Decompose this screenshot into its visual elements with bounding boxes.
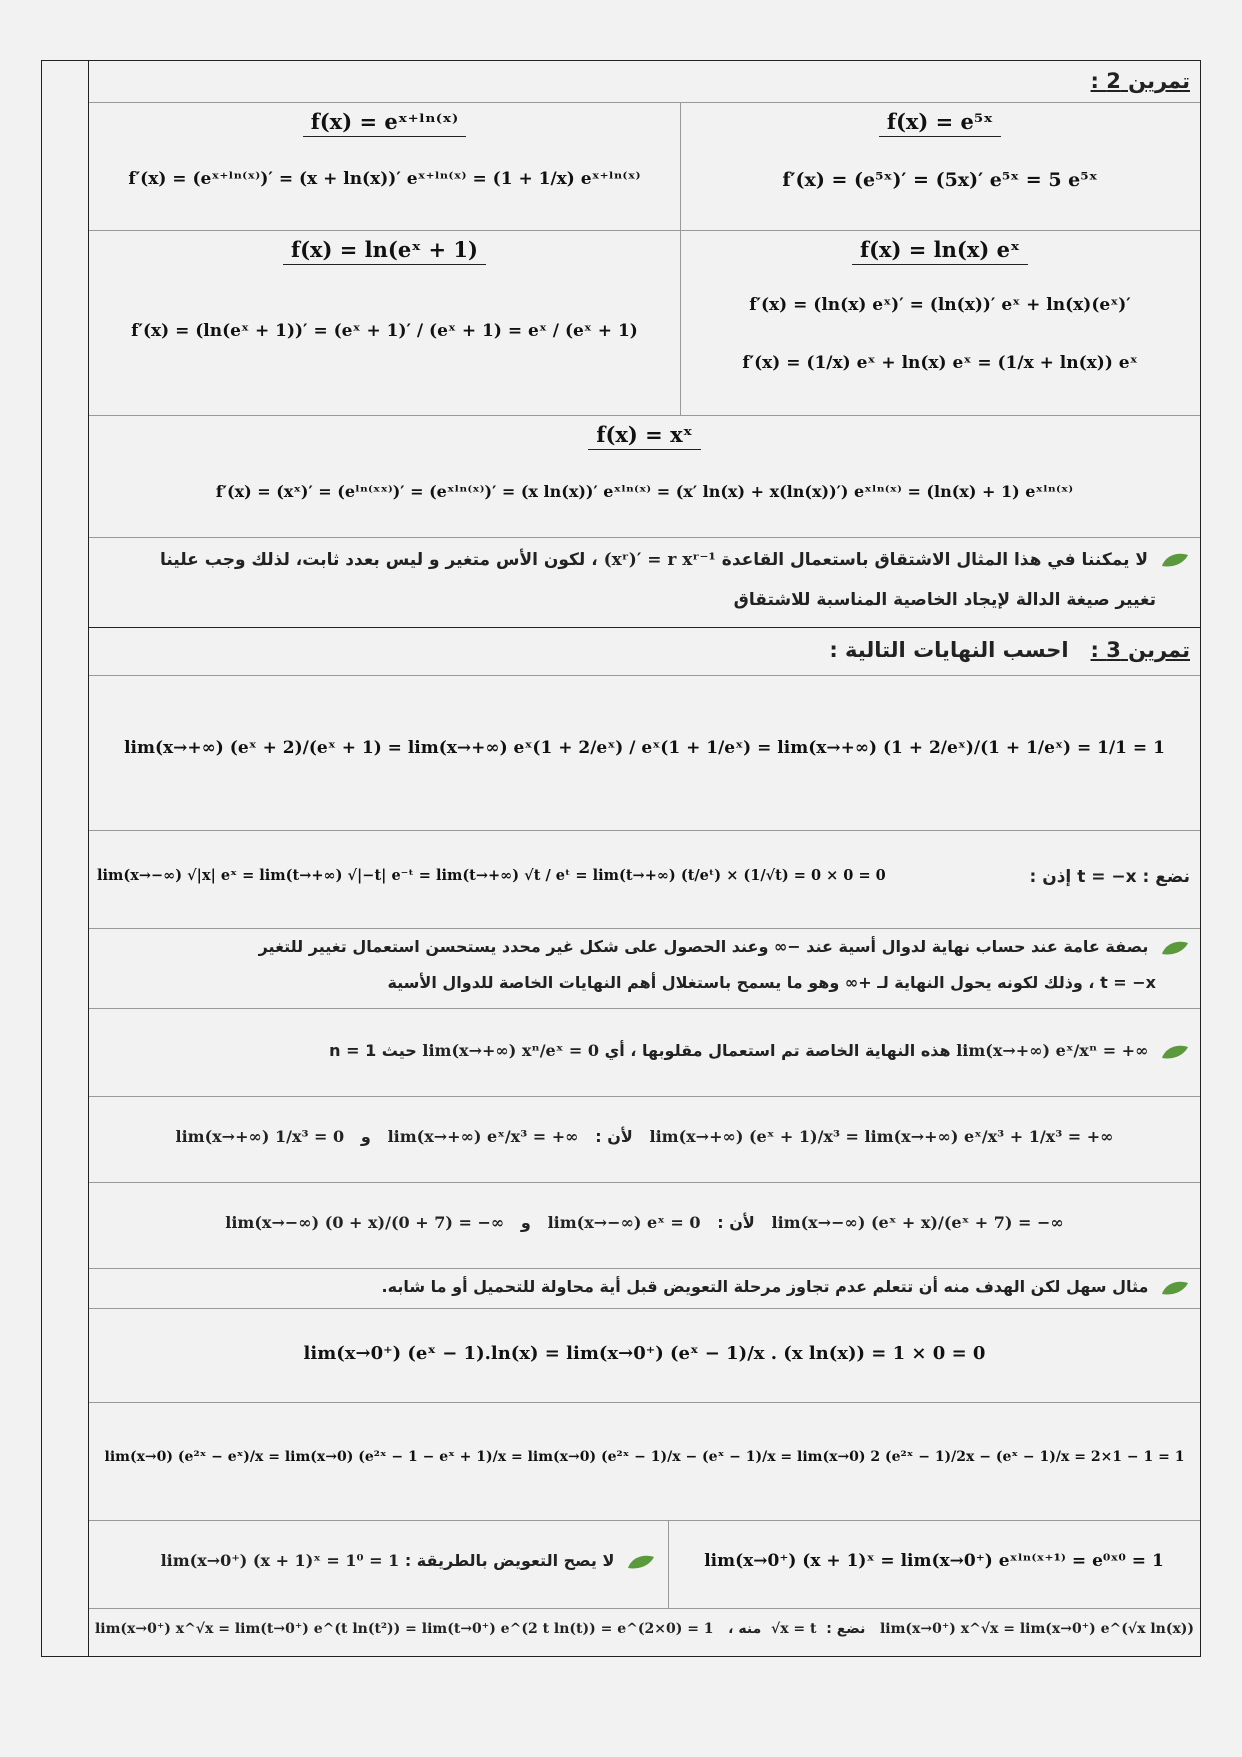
- worksheet: [41, 60, 1201, 1657]
- limit-note-row-1: [89, 929, 1200, 1009]
- limit-row-6: [89, 1403, 1200, 1521]
- limit-3: lim(x→+∞) (eˣ + 1)/x³ = lim(x→+∞) eˣ/x³ + 1/x³ = +∞ لأن : lim(x→+∞) eˣ/x³ = +∞ و lim(x→+∞) 1/x³ = 0: [175, 1127, 1114, 1146]
- limit-row-3: [89, 1097, 1200, 1183]
- exlnx-title: f(x) = eˣ⁺ˡⁿ⁽ˣ⁾: [303, 109, 467, 137]
- leaf-bullet-icon: [1160, 1043, 1190, 1061]
- derivative-e5x-cell: [680, 103, 1200, 230]
- exercise2-note-row: [89, 538, 1200, 628]
- leaf-bullet-icon: [1160, 939, 1190, 957]
- limit-8: lim(x→0⁺) x^√x = lim(x→0⁺) e^(√x ln(x)) نضع : √x = t منه ، lim(x→0⁺) x^√x = lim(t→0⁺) e^(t ln(t²)) = lim(t→0⁺) e^(2 t ln(t)) = e^(2×0) = 1: [94, 1621, 1195, 1637]
- ln-ex1-title: f(x) = ln(eˣ + 1): [283, 237, 486, 265]
- e5x-derivative: f′(x) = (e⁵ˣ)′ = (5x)′ e⁵ˣ = 5 e⁵ˣ: [782, 169, 1098, 191]
- limit-row-1: [89, 676, 1200, 831]
- lnx-ex-derivative-2: f′(x) = (1/x) eˣ + ln(x) eˣ = (1/x + ln(x)) eˣ: [742, 353, 1138, 373]
- exercise3-heading: تمرين 3 : احسب النهايات التالية :: [829, 638, 1190, 662]
- derivative-row-2: [89, 231, 1200, 416]
- limit-note-1-line2: t = −x ، وذلك لكونه يحول النهاية لـ +∞ وهو ما يسمح باستغلال أهم النهايات الخاصة للدوال الأسية: [387, 973, 1156, 992]
- xx-derivative: f′(x) = (xˣ)′ = (eˡⁿ⁽ˣˣ⁾)′ = (eˣˡⁿ⁽ˣ⁾)′ = (x ln(x))′ eˣˡⁿ⁽ˣ⁾ = (x′ ln(x) + x(ln(x))′) eˣˡⁿ⁽ˣ⁾ = (ln(x) + 1) eˣˡⁿ⁽ˣ⁾: [215, 482, 1074, 501]
- limit-7-left-cell: [89, 1521, 669, 1608]
- derivative-ln-ex1-cell: [89, 231, 681, 415]
- content-area: [89, 61, 1200, 1656]
- limit-7-correct: lim(x→0⁺) (x + 1)ˣ = lim(x→0⁺) eˣˡⁿ⁽ˣ⁺¹⁾ = e⁰ˣ⁰ = 1: [704, 1551, 1164, 1571]
- leaf-bullet-icon: [1160, 1279, 1190, 1297]
- limit-2: lim(x→−∞) √|x| eˣ = lim(t→+∞) √|−t| e⁻ᵗ = lim(t→+∞) √t / eᵗ = lim(t→+∞) (t/eᵗ) × (1/√t) = 0 × 0 = 0: [97, 867, 886, 884]
- limit-row-4: [89, 1183, 1200, 1269]
- derivative-lnx-ex-cell: [680, 231, 1200, 415]
- limit-row-2: [89, 831, 1200, 929]
- derivative-exlnx-cell: [89, 103, 681, 230]
- exercise3-heading-row: [89, 628, 1200, 676]
- derivative-row-3: [89, 416, 1200, 538]
- limit-note-2: lim(x→+∞) eˣ/xⁿ = +∞ هذه النهاية الخاصة تم استعمال مقلوبها ، أي lim(x→+∞) xⁿ/eˣ = 0 حيث n = 1: [329, 1041, 1190, 1061]
- leaf-bullet-icon: [626, 1553, 656, 1571]
- limit-row-5: [89, 1309, 1200, 1403]
- substitution-prefix: نضع : t = −x إذن :: [1029, 867, 1190, 887]
- limit-note-row-2: [89, 1009, 1200, 1097]
- exercise2-heading-row: [89, 61, 1200, 103]
- margin-column: [42, 61, 89, 1656]
- limit-row-7: [89, 1521, 1200, 1609]
- e5x-title: f(x) = e⁵ˣ: [879, 109, 1001, 137]
- limit-6: lim(x→0) (e²ˣ − eˣ)/x = lim(x→0) (e²ˣ − 1 − eˣ + 1)/x = lim(x→0) (e²ˣ − 1)/x − (eˣ − 1)/x = lim(x→0) 2 (e²ˣ − 1)/2x − (eˣ − 1)/x = 2×1 − 1 = 1: [104, 1449, 1185, 1465]
- xx-title: f(x) = xˣ: [588, 422, 700, 450]
- limit-note-row-3: [89, 1269, 1200, 1309]
- limit-7-wrong: لا يصح التعويض بالطريقة : lim(x→0⁺) (x + 1)ˣ = 1⁰ = 1: [161, 1551, 656, 1571]
- exlnx-derivative: f′(x) = (eˣ⁺ˡⁿ⁽ˣ⁾)′ = (x + ln(x))′ eˣ⁺ˡⁿ⁽ˣ⁾ = (1 + 1/x) eˣ⁺ˡⁿ⁽ˣ⁾: [128, 169, 641, 189]
- lnx-ex-title: f(x) = ln(x) eˣ: [852, 237, 1028, 265]
- derivative-row-1: [89, 103, 1200, 231]
- leaf-bullet-icon: [1160, 551, 1190, 569]
- limit-7-right-cell: [668, 1521, 1200, 1608]
- lnx-ex-derivative-1: f′(x) = (ln(x) eˣ)′ = (ln(x))′ eˣ + ln(x)(eˣ)′: [749, 295, 1131, 315]
- ln-ex1-derivative: f′(x) = (ln(eˣ + 1))′ = (eˣ + 1)′ / (eˣ + 1) = eˣ / (eˣ + 1): [131, 321, 638, 341]
- limit-note-3: مثال سهل لكن الهدف منه أن تتعلم عدم تجاوز مرحلة التعويض قبل أية محاولة للتحميل أو ما شابه.: [382, 1277, 1190, 1297]
- limit-note-1-line1: بصفة عامة عند حساب نهاية لدوال أسية عند −∞ وعند الحصول على شكل غير محدد يستحسن استعمال تغيير للتغير: [259, 937, 1190, 957]
- exercise2-note-line2: تغيير صيغة الدالة لإيجاد الخاصية المناسبة للاشتقاق: [733, 590, 1156, 610]
- exercise2-note-line1: لا يمكننا في هذا المثال الاشتقاق باستعمال القاعدة (xʳ)′ = r xʳ⁻¹ ، لكون الأس متغير و ليس بعدد ثابت، لذلك وجب علينا: [160, 550, 1190, 570]
- power-rule-formula: (xʳ)′ = r xʳ⁻¹: [603, 550, 716, 570]
- limit-row-8: [89, 1609, 1200, 1656]
- limit-5: lim(x→0⁺) (eˣ − 1).ln(x) = lim(x→0⁺) (eˣ − 1)/x . (x ln(x)) = 1 × 0 = 0: [303, 1343, 986, 1364]
- limit-1: lim(x→+∞) (eˣ + 2)/(eˣ + 1) = lim(x→+∞) eˣ(1 + 2/eˣ) / eˣ(1 + 1/eˣ) = lim(x→+∞) (1 + 2/eˣ)/(1 + 1/eˣ) = 1/1 = 1: [124, 738, 1165, 758]
- limit-4: lim(x→−∞) (eˣ + x)/(eˣ + 7) = −∞ لأن : lim(x→−∞) eˣ = 0 و lim(x→−∞) (0 + x)/(0 + 7) = −∞: [225, 1213, 1064, 1232]
- exercise2-heading: تمرين 2 :: [1090, 69, 1190, 93]
